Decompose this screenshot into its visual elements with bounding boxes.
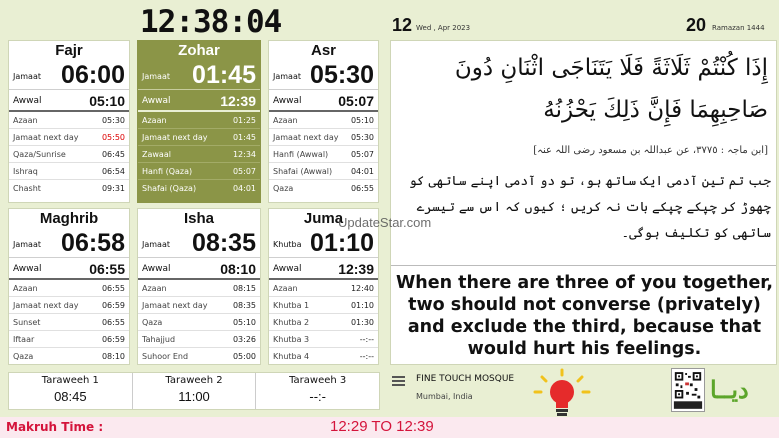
time-row-value: 12:34 (232, 150, 256, 159)
time-row-label: Azaan (13, 284, 38, 293)
time-row-value: 06:54 (101, 167, 125, 176)
time-row-value: 08:10 (101, 352, 125, 361)
time-row-value: 06:55 (101, 284, 125, 293)
jamaat-row (138, 228, 260, 258)
hijri-day: 20 (686, 15, 707, 35)
time-row (269, 297, 378, 314)
time-row-value: 05:30 (101, 116, 125, 125)
prayer-name-isha: Isha (183, 210, 214, 227)
time-row (9, 146, 129, 163)
time-row-value: 12:40 (350, 284, 374, 293)
time-row-label: Jamaat next day (142, 133, 208, 142)
time-row-label: Qaza/Sunrise (13, 150, 66, 159)
time-row-value: 01:45 (232, 133, 256, 142)
awwal-row (9, 90, 129, 112)
time-row-value: 05:10 (232, 318, 256, 327)
time-row (9, 348, 129, 365)
qr-code-icon (671, 368, 705, 412)
awwal-time: 05:10 (89, 93, 125, 109)
time-row (269, 348, 378, 365)
time-row-value: 06:45 (101, 150, 125, 159)
prayer-card-zohar (137, 40, 261, 203)
makruh-range: 12:29 TO 12:39 (330, 418, 434, 435)
time-row (138, 331, 260, 348)
time-row-label: Qaza (273, 184, 294, 193)
prayer-card-fajr (8, 40, 130, 203)
jamaat-time: 01:45 (192, 61, 256, 89)
time-row-label: Chasht (13, 184, 41, 193)
time-row (138, 180, 260, 197)
time-row-label: Qaza (13, 352, 34, 361)
awwal-time: 05:07 (338, 93, 374, 109)
time-row-value: --:-- (359, 335, 374, 344)
time-row-label: Zawaal (142, 150, 171, 159)
time-row-value: 01:10 (350, 301, 374, 310)
time-row (9, 280, 129, 297)
time-row-label: Suhoor End (142, 352, 189, 361)
time-row-value: 03:26 (232, 335, 256, 344)
time-row-value: 06:55 (101, 318, 125, 327)
prayer-name-zohar: Zohar (178, 42, 220, 59)
taraweeh-bar (8, 372, 380, 410)
time-row-label: Khutba 4 (273, 352, 310, 361)
time-row (269, 180, 378, 197)
time-row-label: Hanfi (Qaza) (142, 167, 193, 176)
time-row (138, 280, 260, 297)
jamaat-label: Jamaat (13, 240, 41, 249)
prayer-card-maghrib (8, 208, 130, 365)
time-row-value: 05:07 (350, 150, 374, 159)
prayer-name-fajr: Fajr (55, 42, 83, 59)
time-row-value: 04:01 (350, 167, 374, 176)
time-row-value: 06:59 (101, 301, 125, 310)
jamaat-label: Jamaat (13, 72, 41, 81)
taraweeh-1-time: 08:45 (54, 389, 87, 404)
awwal-time: 08:10 (220, 261, 256, 277)
time-row-label: Azaan (142, 284, 167, 293)
time-row-label: Qaza (142, 318, 163, 327)
makruh-label: Makruh Time : (6, 420, 104, 434)
time-row-label: Sunset (13, 318, 41, 327)
current-time-clock: 12:38:04 (140, 4, 282, 40)
lightbulb-icon (532, 368, 592, 420)
panel-divider (391, 265, 776, 266)
time-row (269, 163, 378, 180)
mosque-name: FINE TOUCH MOSQUE (416, 374, 515, 384)
jamaat-row (269, 60, 378, 90)
hadith-reference: [ابن ماجہ : ٣٧٧٥، عن عبداللہ بن مسعود رضی اللہ عنہ] (533, 145, 768, 156)
gregorian-date: Wed , Apr 2023 (416, 24, 471, 32)
time-row-label: Azaan (273, 116, 298, 125)
time-row-value: 05:10 (350, 116, 374, 125)
makruh-time-bar (0, 417, 779, 438)
time-row (269, 112, 378, 129)
gregorian-day: 12 (392, 15, 413, 35)
time-row-value: 05:00 (232, 352, 256, 361)
time-row-label: Khutba 3 (273, 335, 310, 344)
awwal-time: 06:55 (89, 261, 125, 277)
time-row (9, 112, 129, 129)
awwal-time: 12:39 (220, 93, 256, 109)
time-row-label: Jamaat next day (142, 301, 208, 310)
brand-logo: دیــا (710, 375, 749, 404)
time-row-label: Azaan (273, 284, 298, 293)
awwal-label: Awwal (142, 96, 171, 106)
time-row-value: 08:15 (232, 284, 256, 293)
time-row (138, 163, 260, 180)
jamaat-row (138, 60, 260, 90)
jamaat-time: 01:10 (310, 229, 374, 257)
time-row-label: Shafai (Awwal) (273, 167, 333, 176)
taraweeh-2-cell (133, 373, 257, 409)
time-row-value: --:-- (359, 352, 374, 361)
prayer-name-maghrib: Maghrib (39, 210, 99, 227)
time-row (9, 129, 129, 146)
awwal-label: Awwal (273, 264, 302, 274)
time-row-label: Khutba 1 (273, 301, 310, 310)
awwal-row (138, 90, 260, 112)
jamaat-time: 06:58 (61, 229, 125, 257)
time-row-label: Khutba 2 (273, 318, 310, 327)
time-row (138, 129, 260, 146)
time-row-label: Jamaat next day (273, 133, 339, 142)
time-row-label: Hanfi (Awwal) (273, 150, 329, 159)
time-row-value: 06:59 (101, 335, 125, 344)
taraweeh-2-time: 11:00 (178, 389, 210, 404)
time-row-value: 05:07 (232, 167, 256, 176)
time-row-value: 06:55 (350, 184, 374, 193)
time-row (138, 348, 260, 365)
prayer-name-juma: Juma (303, 210, 344, 227)
time-row-label: Tahajjud (142, 335, 176, 344)
jamaat-label: Jamaat (142, 240, 170, 249)
taraweeh-1-cell (9, 373, 133, 409)
awwal-label: Awwal (13, 264, 42, 274)
time-row-label: Jamaat next day (13, 133, 79, 142)
hadith-urdu-translation: جب تم تین آدمی ایک ساتھ ہو، تو دو آدمی اپنے ساتھی کو چھوڑ کر چپکے چپکے بات نہ کریں ؛ کیوں کہ اس سے تیسرے ساتھی کو تکلیف ہوگی۔ (409, 174, 771, 241)
awwal-row (269, 258, 378, 280)
time-row-label: Shafai (Qaza) (142, 184, 197, 193)
taraweeh-3-label: Taraweeh 3 (289, 375, 347, 386)
mosque-city: Mumbai, India (416, 392, 473, 401)
taraweeh-3-cell (256, 373, 379, 409)
time-row-label: Ishraq (13, 167, 38, 176)
time-row-value: 04:01 (232, 184, 256, 193)
time-row (269, 314, 378, 331)
time-row-label: Azaan (142, 116, 167, 125)
time-row (9, 180, 129, 197)
jamaat-label: Khutba (273, 240, 302, 249)
time-row (9, 163, 129, 180)
time-row (269, 280, 378, 297)
time-row (138, 314, 260, 331)
hadith-panel (390, 40, 777, 365)
time-row-value: 09:31 (101, 184, 125, 193)
time-row (9, 297, 129, 314)
jamaat-time: 08:35 (192, 229, 256, 257)
hadith-arabic-text: إِذَا كُنْتُمْ ثَلَاثَةً فَلَا يَتَنَاجَى اثْنَانِ دُونَ صَاحِبِهِمَا فَإِنَّ ذَلِكَ يَحْزُنُهُ (454, 55, 768, 123)
hadith-english-translation: When there are three of you together, two should not converse (privately) and exclude the third, because that would hurt his feelings. (395, 273, 774, 359)
time-row-label: Jamaat next day (13, 301, 79, 310)
time-row (269, 331, 378, 348)
awwal-label: Awwal (142, 264, 171, 274)
awwal-row (9, 258, 129, 280)
time-row-value: 08:35 (232, 301, 256, 310)
prayer-card-juma (268, 208, 379, 365)
prayer-card-isha (137, 208, 261, 365)
jamaat-time: 05:30 (310, 61, 374, 89)
jamaat-row (9, 60, 129, 90)
jamaat-time: 06:00 (61, 61, 125, 89)
jamaat-label: Jamaat (273, 72, 301, 81)
time-row-value: 05:50 (101, 133, 125, 142)
taraweeh-2-label: Taraweeh 2 (165, 375, 223, 386)
time-row (138, 146, 260, 163)
prayer-name-asr: Asr (310, 42, 336, 59)
time-row (269, 146, 378, 163)
awwal-time: 12:39 (338, 261, 374, 277)
hijri-date: Ramazan 1444 (712, 24, 765, 32)
jamaat-label: Jamaat (142, 72, 170, 81)
time-row-label: Iftaar (13, 335, 35, 344)
time-row (9, 314, 129, 331)
time-row-value: 05:30 (350, 133, 374, 142)
taraweeh-1-label: Taraweeh 1 (41, 375, 99, 386)
prayer-card-asr (268, 40, 379, 203)
awwal-label: Awwal (13, 96, 42, 106)
time-row-value: 01:30 (350, 318, 374, 327)
awwal-row (138, 258, 260, 280)
watermark-text: UpdateStar.com (338, 215, 432, 230)
time-row-value: 01:25 (232, 116, 256, 125)
awwal-row (269, 90, 378, 112)
menu-icon[interactable] (392, 376, 405, 386)
jamaat-row (9, 228, 129, 258)
time-row (9, 331, 129, 348)
time-row (138, 297, 260, 314)
time-row (269, 129, 378, 146)
awwal-label: Awwal (273, 96, 302, 106)
time-row-label: Azaan (13, 116, 38, 125)
time-row (138, 112, 260, 129)
taraweeh-3-time: --:- (309, 389, 326, 404)
jamaat-row (269, 228, 378, 258)
